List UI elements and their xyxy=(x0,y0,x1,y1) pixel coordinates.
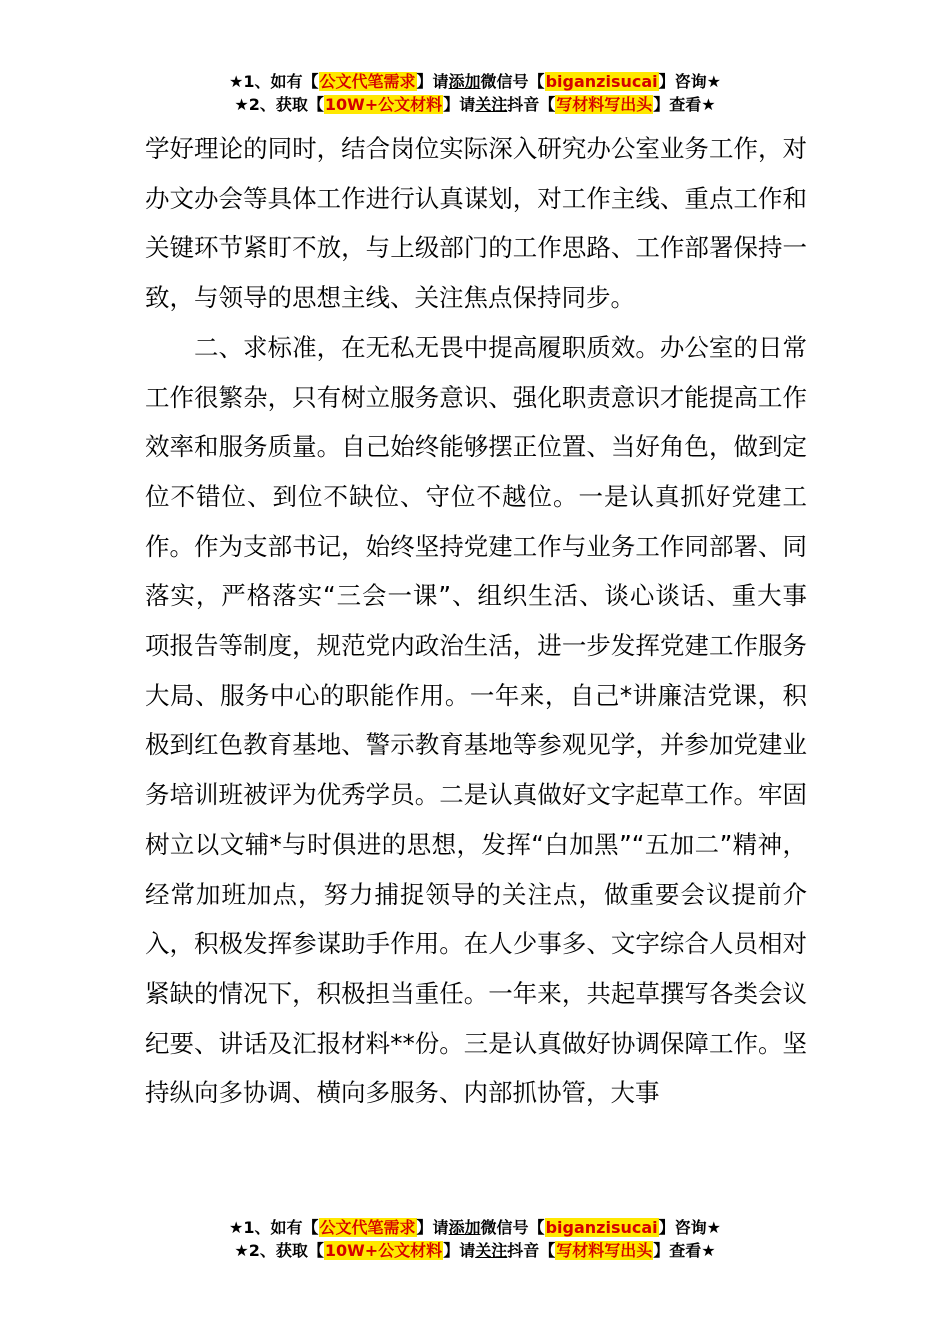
banner-highlight: biganzisucai xyxy=(545,1218,658,1237)
banner-text: 抖音【 xyxy=(507,1241,556,1260)
banner-text: 微信号【 xyxy=(480,1218,545,1237)
banner-line-2 xyxy=(0,93,950,116)
banner-text: 】咨询★ xyxy=(658,72,721,91)
banner-highlight: 写材料写出头 xyxy=(556,95,653,114)
banner-underlined-text: 添加 xyxy=(448,1218,481,1237)
banner-highlight: 10W+公文材料 xyxy=(324,95,443,114)
banner-line-2 xyxy=(0,1239,950,1262)
banner-text: ★2、获取【 xyxy=(234,95,324,114)
banner-text: 】请 xyxy=(416,1218,449,1237)
banner-highlight: 10W+公文材料 xyxy=(324,1241,443,1260)
banner-text: ★1、如有【 xyxy=(229,1218,319,1237)
banner-text: 】请 xyxy=(443,95,476,114)
banner-text: ★2、获取【 xyxy=(234,1241,324,1260)
banner-text: 】请 xyxy=(443,1241,476,1260)
banner-text: 】查看★ xyxy=(653,1241,716,1260)
banner-underlined-text: 关注 xyxy=(475,95,508,114)
banner-text: 抖音【 xyxy=(507,95,556,114)
banner-line-1 xyxy=(0,1216,950,1239)
banner-highlight: biganzisucai xyxy=(545,72,658,91)
paragraph-section-two: 二、求标准，在无私无畏中提高履职质效。办公室的日常工作很繁杂，只有树立服务意识、强化职责意识才能提高工作效率和服务质量。自己始终能够摆正位置、当好角色，做到定位不错位、到位不缺位、守位不越位。一是认真抓好党建工作。作为支部书记，始终坚持党建工作与业务工作同部署、同落实，严格落实“三会一课”、组织生活、谈心谈话、重大事项报告等制度，规范党内政治生活，进一步发挥党建工作服务大局、服务中心的职能作用。一年来，自己*讲廉洁党课，积极到红色教育基地、警示教育基地等参观见学，并参加党建业务培训班被评为优秀学员。二是认真做好文字起草工作。牢固树立以文辅*与时俱进的思想，发挥“白加黑”“五加二”精神，经常加班加点，努力捕捉领导的关注点，做重要会议提前介入，积极发挥参谋助手作用。在人少事多、文字综合人员相对紧缺的情况下，积极担当重任。一年来，共起草撰写各类会议纪要、讲话及汇报材料**份。三是认真做好协调保障工作。坚持纵向多协调、横向多服务、内部抓协管，大事 xyxy=(145,332,807,1108)
banner-highlight: 公文代笔需求 xyxy=(319,72,416,91)
banner-text: 】请 xyxy=(416,72,449,91)
banner-underlined-text: 关注 xyxy=(475,1241,508,1260)
document-body xyxy=(145,124,807,1118)
banner-highlight: 公文代笔需求 xyxy=(319,1218,416,1237)
banner-text: ★1、如有【 xyxy=(229,72,319,91)
banner-text: 】咨询★ xyxy=(658,1218,721,1237)
banner-line-1 xyxy=(0,70,950,93)
header-banner xyxy=(0,70,950,116)
banner-text: 微信号【 xyxy=(480,72,545,91)
footer-banner xyxy=(0,1216,950,1262)
banner-underlined-text: 添加 xyxy=(448,72,481,91)
banner-text: 】查看★ xyxy=(653,95,716,114)
paragraph-continuation: 学好理论的同时，结合岗位实际深入研究办公室业务工作，对办文办会等具体工作进行认真谋划，对工作主线、重点工作和关键环节紧盯不放，与上级部门的工作思路、工作部署保持一致，与领导的思想主线、关注焦点保持同步。 xyxy=(145,134,807,313)
banner-highlight: 写材料写出头 xyxy=(556,1241,653,1260)
